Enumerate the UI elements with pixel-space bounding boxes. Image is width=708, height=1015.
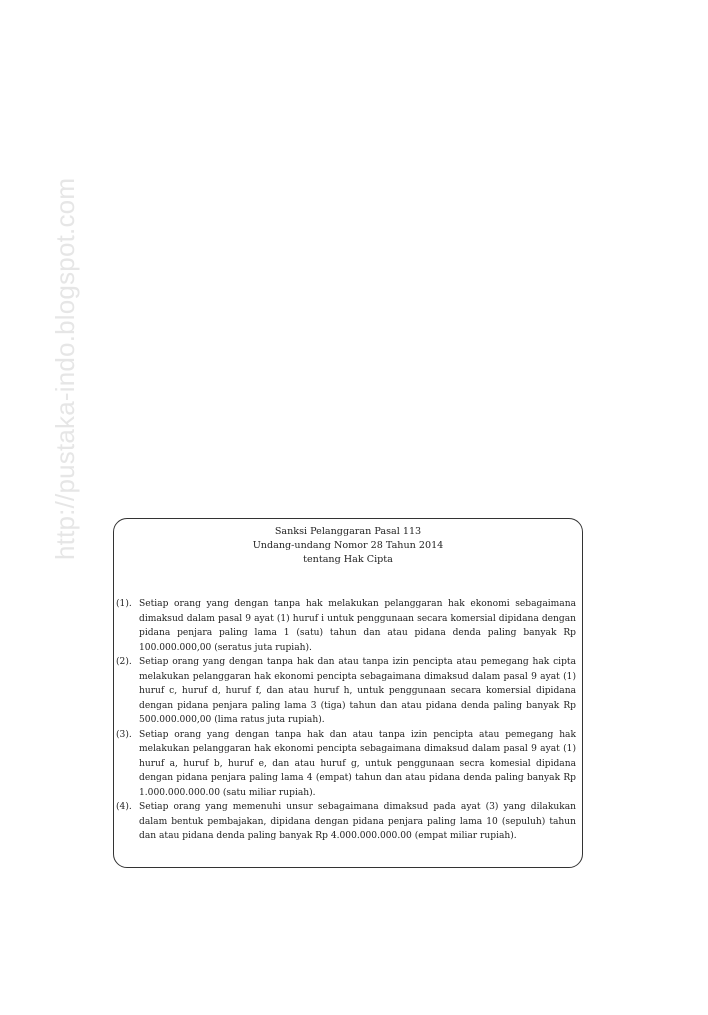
heading-line-1: Sanksi Pelanggaran Pasal 113 [274, 526, 422, 537]
sanction-list [116, 597, 576, 844]
watermark: http://pustaka-indo.blogspot.com [50, 177, 80, 560]
item-number: (2). [116, 657, 132, 667]
list-item [116, 728, 576, 801]
item-number: (1). [116, 599, 132, 609]
list-item [116, 597, 576, 655]
item-text: Setiap orang yang memenuhi unsur sebagaimana dimaksud pada ayat (3) yang dilakukan dalam bentuk pembajakan, dipidana dengan pidana penjara paling lama 10 (sepuluh) tahun dan atau pidana denda paling banyak Rp 4.000.000.000.00 (empat miliar rupiah). [139, 802, 576, 841]
list-item [116, 800, 576, 844]
item-text: Setiap orang yang dengan tanpa hak dan atau tanpa izin pencipta atau pemegang hak cipta melakukan pelanggaran hak ekonomi pencipta sebagaimana dimaksud dalam pasal 9 ayat (1) huruf c, huruf d, huruf f, dan atau huruf h, untuk penggunaan secara komersial dipidana dengan pidana penjara paling lama 3 (tiga) tahun dan atau pidana denda paling banyak Rp 500.000.000,00 (lima ratus juta rupiah). [139, 657, 576, 725]
heading-line-3: tentang Hak Cipta [303, 554, 393, 565]
item-text: Setiap orang yang dengan tanpa hak melakukan pelanggaran hak ekonomi sebagaimana dimaksud dalam pasal 9 ayat (1) huruf i untuk penggunaan secara komersial dipidana dengan pidana penjara paling lama 1 (satu) tahun dan atau pidana denda paling banyak Rp 100.000.000,00 (seratus juta rupiah). [139, 599, 576, 653]
list-item [116, 655, 576, 728]
item-number: (3). [116, 729, 132, 740]
item-number: (4). [116, 802, 132, 812]
sanction-heading [113, 525, 583, 567]
item-text: Setiap orang yang dengan tanpa hak dan atau tanpa izin pencipta atau pemegang hak melakukan pelanggaran hak ekonomi pencipta sebagaimana dimaksud dalam pasal 9 ayat (1) huruf a, huruf b, huruf e, dan atau huruf g, untuk penggunaan secra komesial dipidana dengan pidana penjara paling lama 4 (empat) tahun dan atau pidana denda paling banyak Rp 1.000.000.000.00 (satu miliar rupiah). [139, 729, 576, 798]
heading-line-2: Undang-undang Nomor 28 Tahun 2014 [252, 540, 444, 551]
